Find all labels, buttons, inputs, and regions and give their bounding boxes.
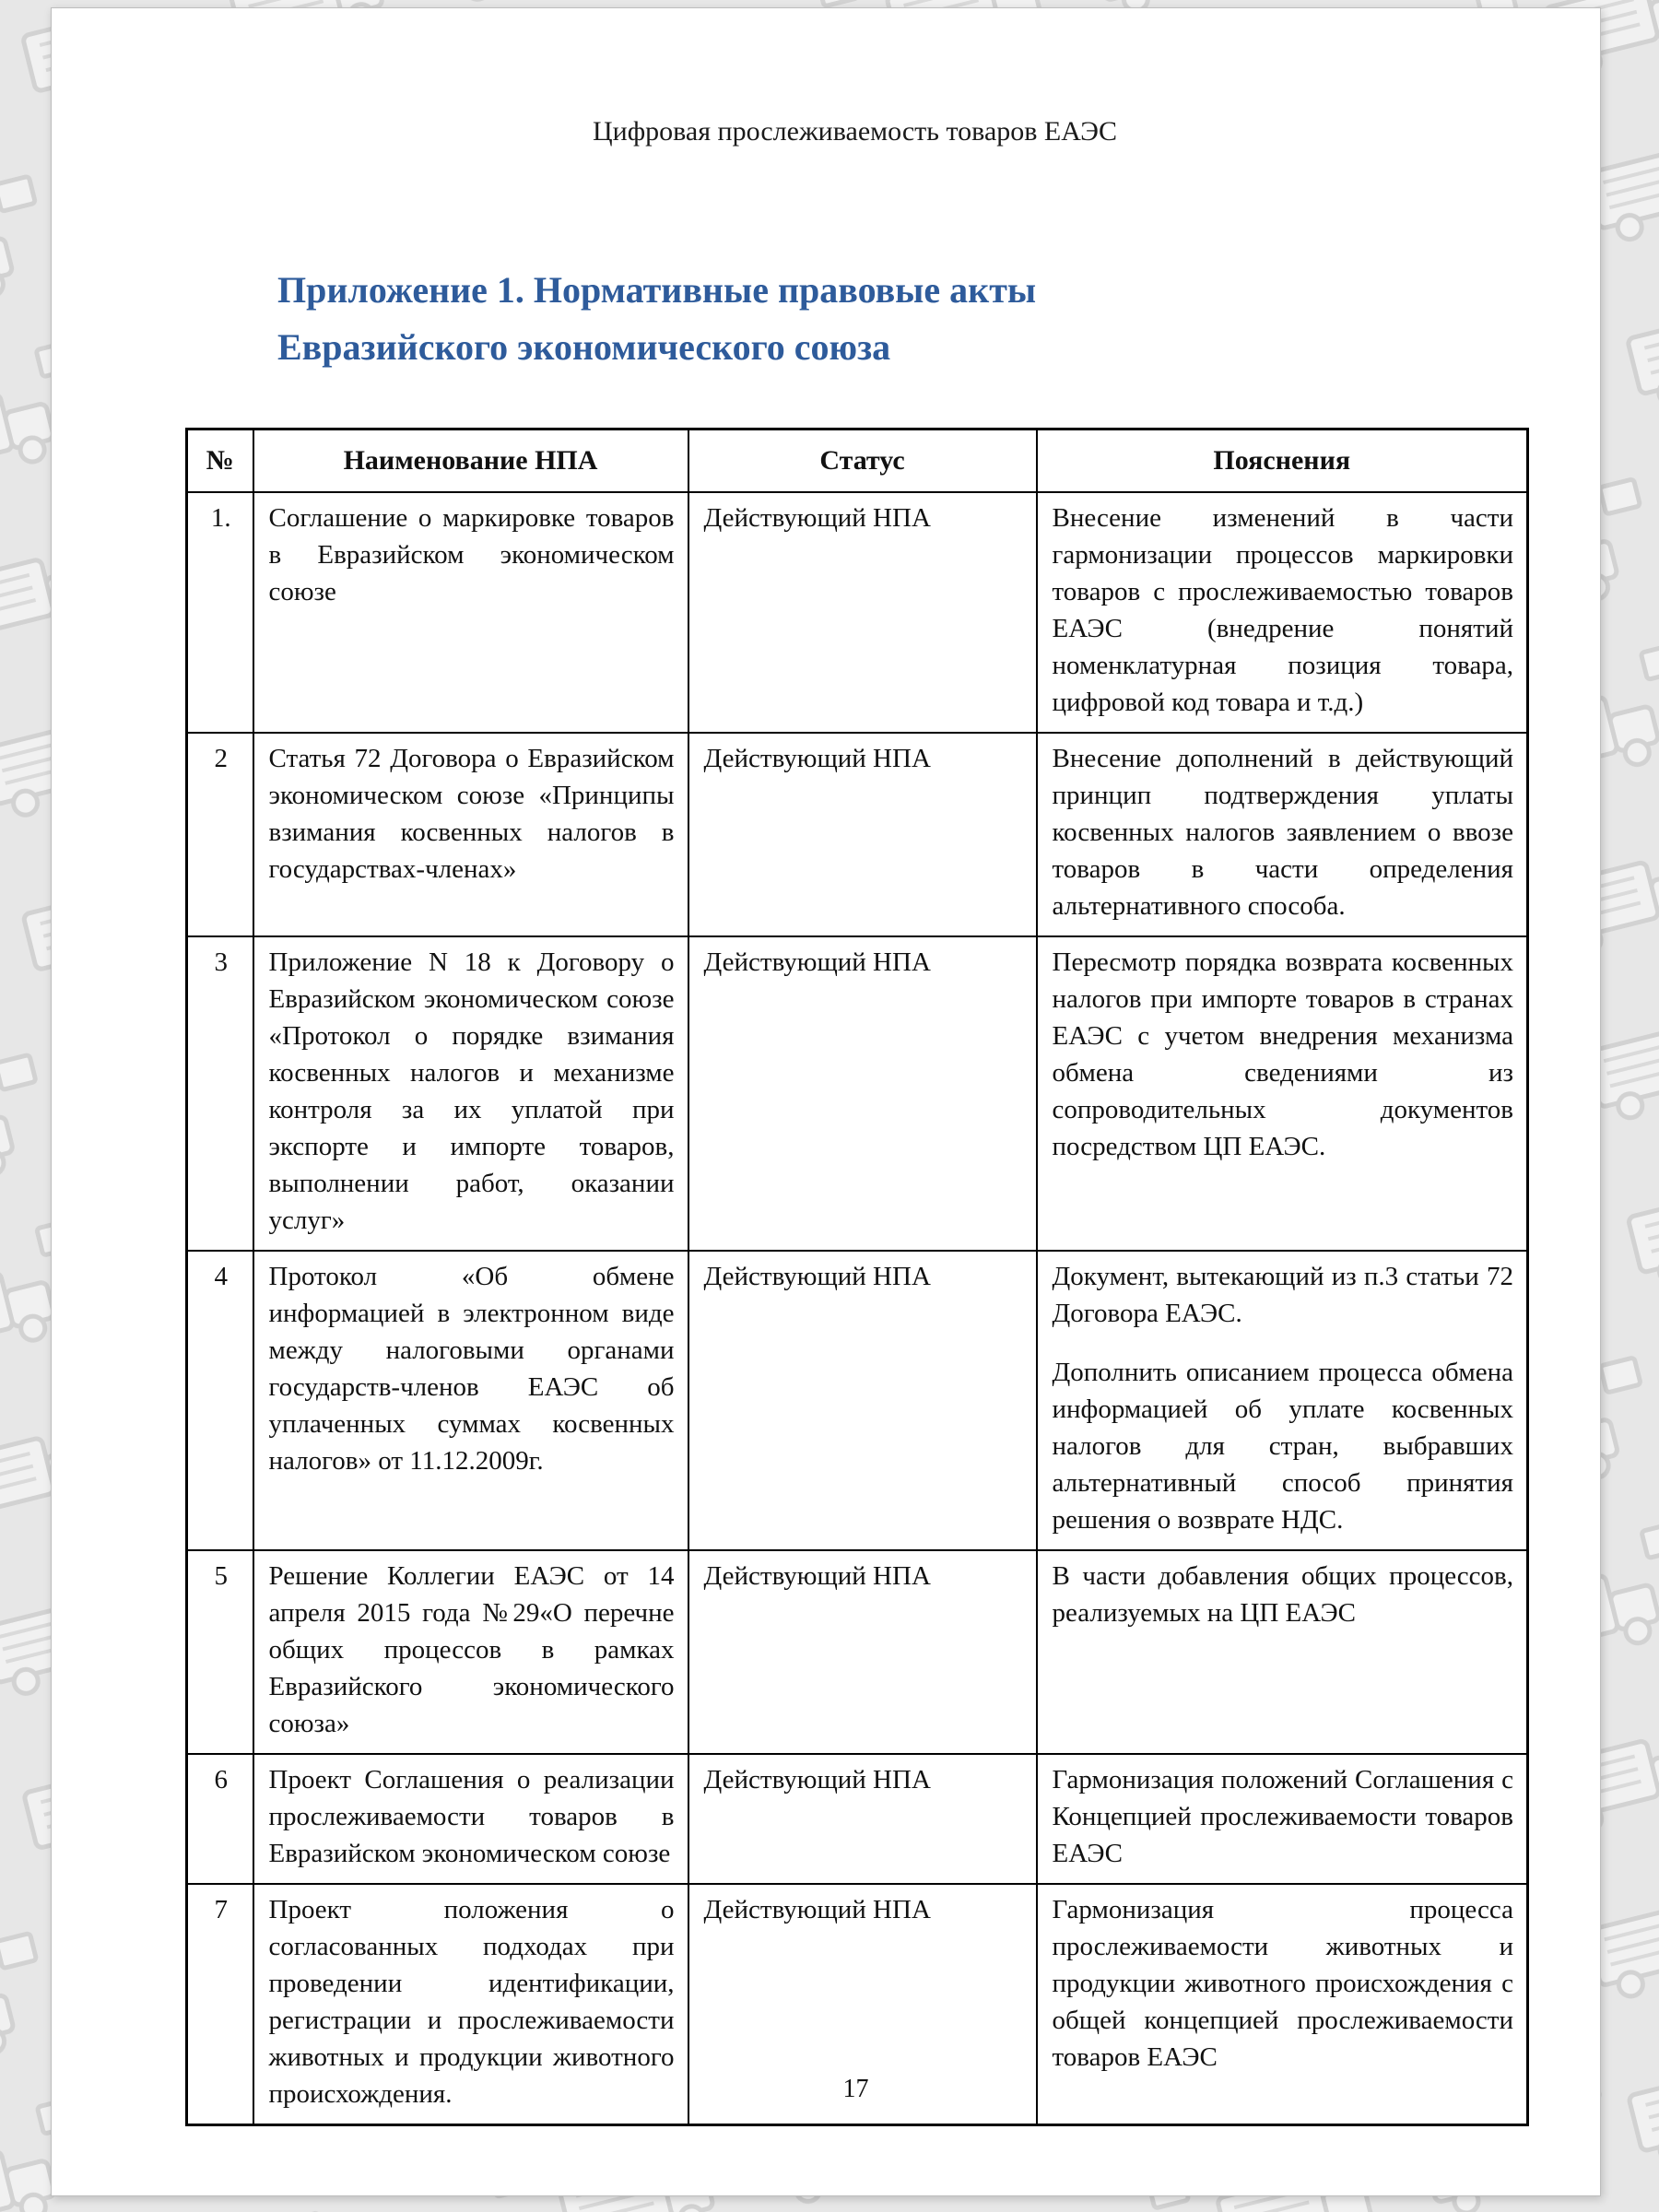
npa-name: Протокол «Об обмене информацией в электронном виде между налоговыми органами государств-членов ЕАЭС об уплаченных суммах косвенных налогов» от 11.12.2009г. [253, 1251, 688, 1550]
npa-status: Действующий НПА [688, 1550, 1037, 1754]
column-header-number: № [187, 429, 253, 493]
npa-name: Решение Коллегии ЕАЭС от 14 апреля 2015 года №29«О перечне общих процессов в рамках Евразийского экономического союза» [253, 1550, 688, 1754]
explanation-paragraph: Внесение дополнений в действующий принцип подтверждения уплаты косвенных налогов заявлением о ввозе товаров в части определения альтернативного способа. [1052, 744, 1513, 921]
npa-table [185, 428, 1529, 2126]
column-header-explanation: Пояснения [1037, 429, 1528, 493]
explanation-paragraph: Дополнить описанием процесса обмена информацией об уплате косвенных налогов для стран, выбравших альтернативный способ принятия решения о возврате НДС. [1052, 1358, 1513, 1535]
explanation-paragraph: Документ, вытекающий из п.3 статьи 72 Договора ЕАЭС. [1052, 1262, 1513, 1328]
npa-explanation [1037, 1251, 1528, 1550]
npa-status: Действующий НПА [688, 1754, 1037, 1884]
table-row [187, 1550, 1528, 1754]
npa-status: Действующий НПА [688, 1884, 1037, 2125]
npa-status: Действующий НПА [688, 492, 1037, 733]
npa-name: Соглашение о маркировке товаров в Евразийском экономическом союзе [253, 492, 688, 733]
row-number: 5 [187, 1550, 253, 1754]
row-number: 3 [187, 936, 253, 1251]
npa-status: Действующий НПА [688, 936, 1037, 1251]
row-number: 1. [187, 492, 253, 733]
page-number: 17 [842, 2075, 869, 2103]
explanation-paragraph: Гармонизация положений Соглашения с Концепцией прослеживаемости товаров ЕАЭС [1052, 1765, 1513, 1868]
row-number: 4 [187, 1251, 253, 1550]
row-number: 6 [187, 1754, 253, 1884]
explanation-paragraph: Гармонизация процесса прослеживаемости животных и продукции животного происхождения с общей концепцией прослеживаемости товаров ЕАЭС [1052, 1895, 1513, 2072]
npa-status: Действующий НПА [688, 733, 1037, 936]
row-number: 2 [187, 733, 253, 936]
table-row [187, 492, 1528, 733]
table-row [187, 1251, 1528, 1550]
page-title: Приложение 1. Нормативные правовые акты Евразийского экономического союза [277, 269, 1037, 368]
table-header-row [187, 429, 1528, 493]
npa-explanation [1037, 733, 1528, 936]
npa-name: Статья 72 Договора о Евразийском экономическом союзе «Принципы взимания косвенных налогов в государствах-членах» [253, 733, 688, 936]
explanation-paragraph: Пересмотр порядка возврата косвенных налогов при импорте товаров в странах ЕАЭС с учетом внедрения механизма обмена сведениями из сопроводительных документов посредством ЦП ЕАЭС. [1052, 947, 1513, 1161]
npa-explanation [1037, 1754, 1528, 1884]
explanation-paragraph: В части добавления общих процессов, реализуемых на ЦП ЕАЭС [1052, 1561, 1513, 1628]
document-page [51, 7, 1601, 2196]
npa-explanation [1037, 1550, 1528, 1754]
npa-name: Проект Соглашения о реализации прослеживаемости товаров в Евразийском экономическом союзе [253, 1754, 688, 1884]
npa-name: Проект положения о согласованных подходах при проведении идентификации, регистрации и прослеживаемости животных и продукции животного происхождения. [253, 1884, 688, 2125]
row-number: 7 [187, 1884, 253, 2125]
npa-name: Приложение N 18 к Договору о Евразийском экономическом союзе «Протокол о порядке взимания косвенных налогов и механизме контроля за их уплатой при экспорте и импорте товаров, выполнении работ, оказании услуг» [253, 936, 688, 1251]
explanation-paragraph: Внесение изменений в части гармонизации процессов маркировки товаров с прослеживаемостью товаров ЕАЭС (внедрение понятий номенклатурная позиция товара, цифровой код товара и т.д.) [1052, 503, 1513, 717]
npa-explanation [1037, 936, 1528, 1251]
table-row [187, 1754, 1528, 1884]
npa-status: Действующий НПА [688, 1251, 1037, 1550]
npa-explanation [1037, 492, 1528, 733]
table-row [187, 733, 1528, 936]
running-header: Цифровая прослеживаемость товаров ЕАЭС [593, 116, 1117, 147]
column-header-name: Наименование НПА [253, 429, 688, 493]
table-row [187, 936, 1528, 1251]
column-header-status: Статус [688, 429, 1037, 493]
